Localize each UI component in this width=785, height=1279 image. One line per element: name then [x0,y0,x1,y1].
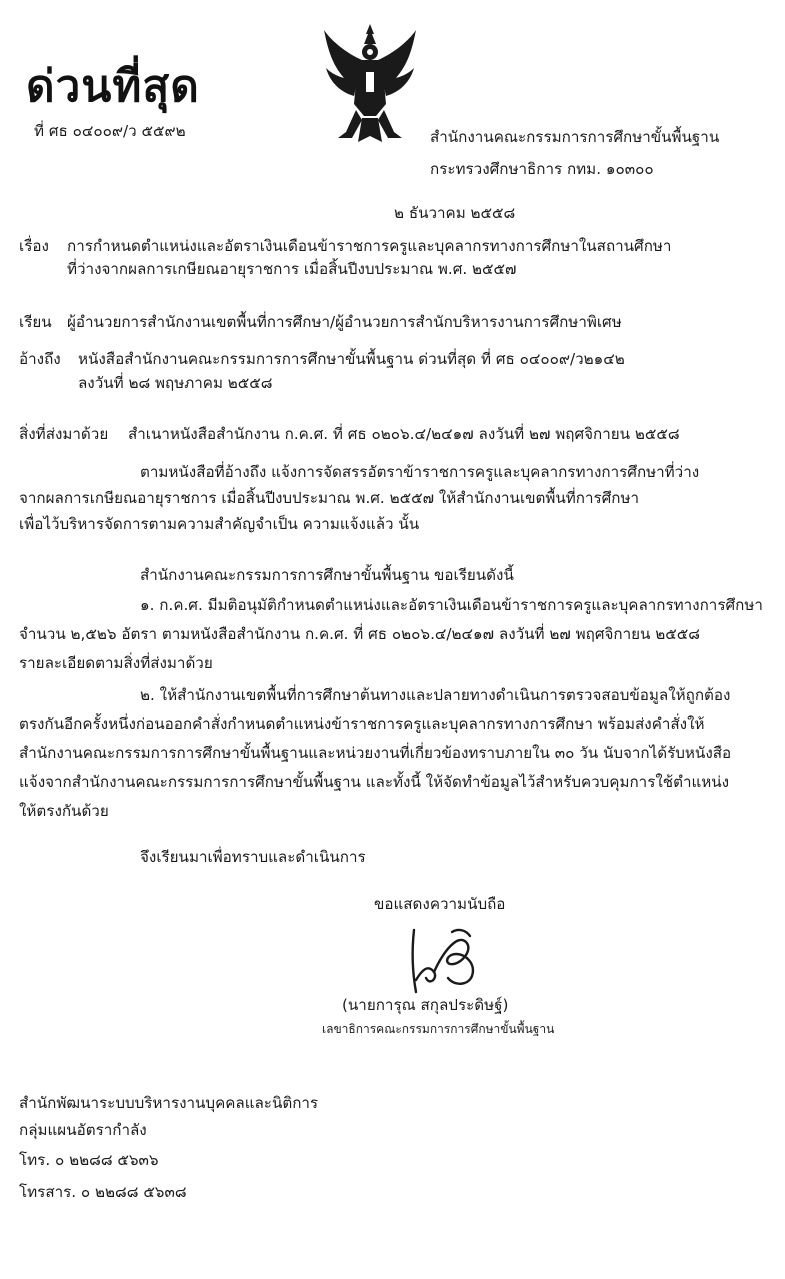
item2-line-5: ให้ตรงกันด้วย [19,802,109,820]
reference-label: อ้างถึง [19,350,61,368]
enclosure-label: สิ่งที่ส่งมาด้วย [19,425,109,443]
item2-line-4: แจ้งจากสำนักงานคณะกรรมการการศึกษาขั้นพื้นฐาน และทั้งนี้ ให้จัดทำข้อมูลไว้สำหรับควบคุมการใช้ตำแหน่ง [19,773,730,791]
issuer-line-2: กระทรวงศึกษาธิการ กทม. ๑๐๓๐๐ [430,160,654,178]
item1-line-1: ๑. ก.ค.ศ. มีมติอนุมัติกำหนดตำแหน่งและอัตราเงินเดือนข้าราชการครูและบุคลากรทางการศึกษา [140,596,763,614]
subject-label: เรื่อง [19,237,49,255]
subject-line-1: การกำหนดตำแหน่งและอัตราเงินเดือนข้าราชการครูและบุคลากรทางการศึกษาในสถานศึกษา [67,237,672,255]
garuda-emblem-icon [318,20,422,146]
signature-icon [400,920,490,1000]
reference-line-2: ลงวันที่ ๒๘ พฤษภาคม ๒๕๕๘ [78,374,273,392]
closing-text: จึงเรียนมาเพื่อทราบและดำเนินการ [140,848,366,866]
reference-line-1: หนังสือสำนักงานคณะกรรมการการศึกษาขั้นพื้นฐาน ด่วนที่สุด ที่ ศธ ๐๔๐๐๙/ว๒๑๔๒ [78,350,625,368]
para1-line-3: เพื่อไว้บริหารจัดการตามความสำคัญจำเป็น ความแจ้งแล้ว นั้น [19,515,420,533]
footer-fax: โทรสาร. ๐ ๒๒๘๘ ๕๖๓๘ [19,1183,187,1201]
footer-office: สำนักพัฒนาระบบบริหารงานบุคคลและนิติการ [19,1094,319,1112]
para2-text: สำนักงานคณะกรรมการการศึกษาขั้นพื้นฐาน ขอเรียนดังนี้ [140,566,514,584]
footer-phone: โทร. ๐ ๒๒๘๘ ๕๖๓๖ [19,1151,159,1169]
item2-line-1: ๒. ให้สำนักงานเขตพื้นที่การศึกษาต้นทางและปลายทางดำเนินการตรวจสอบข้อมูลให้ถูกต้อง [140,686,731,704]
to-label: เรียน [19,313,52,331]
item2-line-3: สำนักงานคณะกรรมการการศึกษาขั้นพื้นฐานและหน่วยงานที่เกี่ยวข้องทราบภายใน ๓๐ วัน นับจากได้รับหนังสือ [19,744,732,762]
issuer-line-1: สำนักงานคณะกรรมการการศึกษาขั้นพื้นฐาน [430,128,720,146]
enclosure-text: สำเนาหนังสือสำนักงาน ก.ค.ศ. ที่ ศธ ๐๒๐๖.๔/๒๔๑๗ ลงวันที่ ๒๗ พฤศจิกายน ๒๕๕๘ [128,425,680,443]
item1-line-3: รายละเอียดตามสิ่งที่ส่งมาด้วย [19,654,213,672]
signer-position: เลขาธิการคณะกรรมการการศึกษาขั้นพื้นฐาน [322,1022,555,1036]
letter-date: ๒ ธันวาคม ๒๕๕๘ [394,204,516,222]
para1-line-2: จากผลการเกษียณอายุราชการ เมื่อสิ้นปีงบประมาณ พ.ศ. ๒๕๕๗ ให้สำนักงานเขตพื้นที่การศึกษา [19,489,640,507]
to-text: ผู้อำนวยการสำนักงานเขตพื้นที่การศึกษา/ผู้อำนวยการสำนักบริหารงานการศึกษาพิเศษ [67,313,622,331]
urgent-label: ด่วนที่สุด [26,61,200,112]
item1-line-2: จำนวน ๒,๕๒๖ อัตรา ตามหนังสือสำนักงาน ก.ค.ศ. ที่ ศธ ๐๒๐๖.๔/๒๔๑๗ ลงวันที่ ๒๗ พฤศจิกายน ๒๕๕๘ [19,625,700,643]
para1-line-1: ตามหนังสือที่อ้างถึง แจ้งการจัดสรรอัตราข้าราชการครูและบุคลากรทางการศึกษาที่ว่าง [140,463,700,481]
footer-group: กลุ่มแผนอัตรากำลัง [19,1121,147,1139]
doc-number: ที่ ศธ ๐๔๐๐๙/ว ๕๕๙๒ [34,122,186,140]
item2-line-2: ตรงกันอีกครั้งหนึ่งก่อนออกคำสั่งกำหนดตำแหน่งข้าราชการครูและบุคลากรทางการศึกษา พร้อมส่งคำสั่งให้ [19,715,705,733]
salutation: ขอแสดงความนับถือ [374,895,506,913]
subject-line-2: ที่ว่างจากผลการเกษียณอายุราชการ เมื่อสิ้นปีงบประมาณ พ.ศ. ๒๕๕๗ [67,260,517,278]
signer-name: (นายการุณ สกุลประดิษฐ์) [342,996,509,1014]
